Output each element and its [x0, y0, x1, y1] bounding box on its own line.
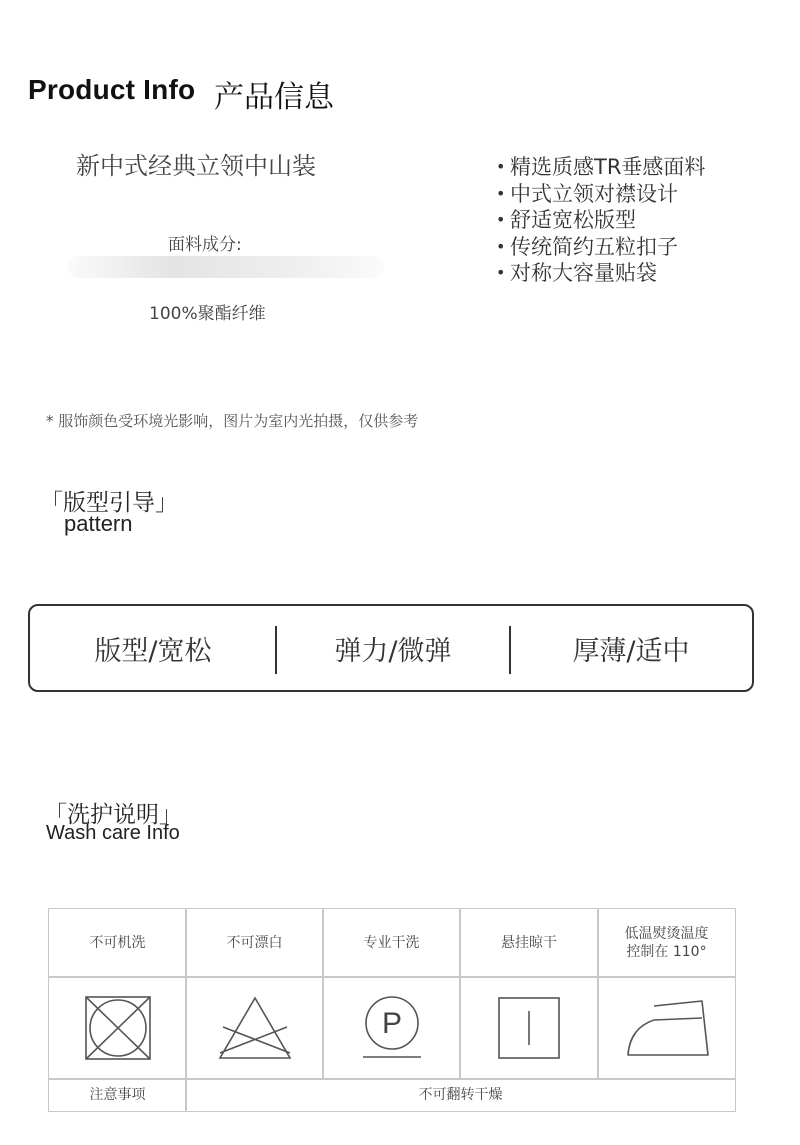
feature-item: • 传统简约五粒扣子 — [496, 234, 678, 259]
note-value-cell — [185, 1078, 736, 1112]
wash-subheading: Wash care Info — [46, 822, 180, 844]
fabric-value: 100%聚酯纤维 — [149, 304, 266, 324]
professional-dry-clean-icon — [357, 995, 427, 1061]
wash-label-cell — [322, 908, 461, 978]
title-zh: 产品信息 — [214, 80, 334, 115]
dry-clean-letter: P — [381, 1007, 402, 1040]
wash-symbol-cell — [48, 976, 187, 1080]
wash-label-cell — [459, 908, 599, 978]
iron-low-temp-icon — [624, 998, 710, 1058]
wash-label-cell — [185, 908, 324, 978]
wash-label: 不可漂白 — [226, 935, 283, 951]
pattern-fit: 版型/宽松 — [94, 635, 212, 667]
wash-label-cell — [48, 908, 187, 978]
wash-symbol-cell — [322, 976, 461, 1080]
feature-list — [496, 154, 705, 287]
bullet-icon: • — [496, 210, 506, 229]
bullet-icon: • — [496, 157, 506, 176]
bullet-icon: • — [496, 236, 506, 256]
wash-label: 低温熨烫温度控制在 110° — [624, 926, 709, 960]
blurred-divider — [68, 256, 384, 278]
wash-label: 不可机洗 — [89, 935, 146, 951]
feature-item: • 精选质感TR垂感面料 — [496, 155, 706, 179]
no-machine-wash-icon — [83, 995, 153, 1061]
feature-item: • 对称大容量贴袋 — [496, 261, 657, 285]
product-name: 新中式经典立领中山装 — [76, 152, 316, 180]
wash-label: 专业干洗 — [363, 935, 420, 951]
note-label-cell — [48, 1078, 187, 1112]
disclaimer-note: * 服饰颜色受环境光影响，图片为室内光拍摄，仅供参考 — [46, 412, 419, 430]
no-bleach-icon — [215, 995, 295, 1061]
wash-heading: 「洗护说明」 — [44, 802, 182, 828]
note-label: 注意事项 — [89, 1087, 146, 1103]
bullet-icon: • — [496, 263, 506, 282]
hang-dry-icon — [496, 995, 562, 1061]
pattern-thickness: 厚薄/适中 — [572, 635, 690, 667]
pattern-elasticity: 弹力/微弹 — [334, 635, 452, 667]
note-value: 不可翻转干燥 — [418, 1087, 503, 1103]
wash-label-cell — [597, 908, 736, 978]
wash-symbol-cell — [459, 976, 599, 1080]
wash-symbol-cell — [597, 976, 736, 1080]
fabric-label: 面料成分: — [168, 235, 242, 255]
feature-item: • 中式立领对襟设计 — [496, 181, 678, 206]
wash-label: 悬挂晾干 — [501, 935, 557, 951]
bullet-icon: • — [496, 183, 506, 203]
title-en: Product Info — [28, 74, 196, 105]
feature-item: • 舒适宽松版型 — [496, 208, 636, 232]
pattern-subheading: pattern — [64, 511, 133, 536]
pattern-guide-box — [28, 604, 754, 692]
pattern-heading: 「版型引导」 — [40, 490, 178, 516]
wash-symbol-cell — [185, 976, 324, 1080]
wash-care-table — [48, 908, 736, 1112]
